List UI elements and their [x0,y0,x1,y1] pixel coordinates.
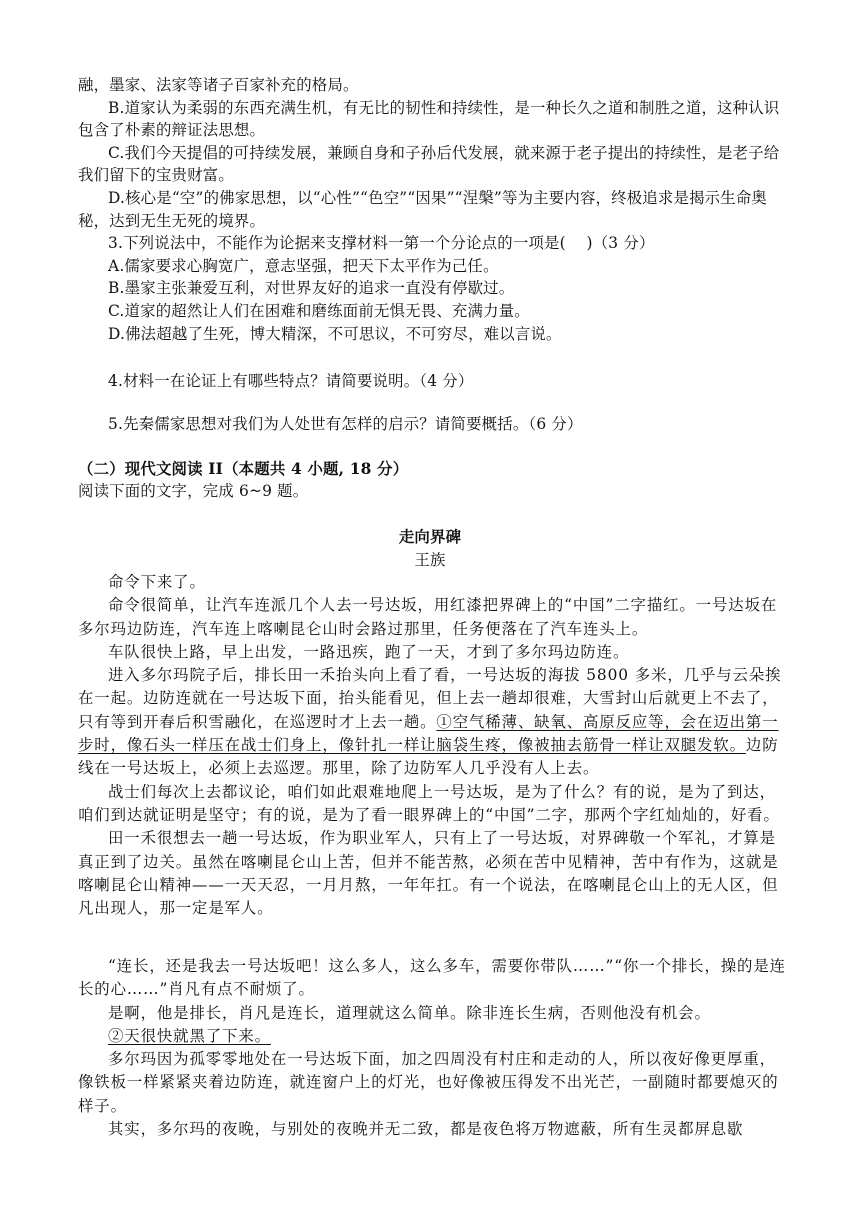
text-line: 融，墨家、法家等诸子百家补充的格局。 [78,76,359,94]
question-4: 4.材料一在论证上有哪些特点？请简要说明。（4 分） [108,372,474,390]
underlined-sentence-1: ①空气稀薄、缺氧、高原反应等，会在迈出第一步时，像石头一样压在战士们身上，像针扎一样让脑袋生疼，像被抽去筋骨一样让双腿发软。 [78,712,779,755]
question-3-option-d: D.佛法超越了生死，博大精深，不可思议，不可穷尽，难以言说。 [108,324,562,343]
question-3-stem: 3.下列说法中，不能作为论据来支撑材料一第一个分论点的一项是( )（3 分） [108,234,655,253]
paragraph: 是啊，他是排长，肖凡是连长，道理就这么简单。除非连长生病，否则他没有机会。 [108,1003,711,1022]
question-block-top [78,74,790,345]
option-c: C.我们今天提倡的可持续发展，兼顾自身和子孙后代发展，就来源于老子提出的持续性，是老子给我们留下的宝贵财富。 [78,143,780,185]
paragraph: 其实，多尔玛的夜晚，与别处的夜晚并无二致，都是夜色将万物遮蔽，所有生灵都屏息歇 [108,1120,744,1139]
paragraph-text: 进入多尔玛院子后，排长田一禾抬头向上看了看，一号达坂的海拔 5800 多米，几乎与云朵挨在一起。边防连就在一号达坂下面，抬头能看见，但上去一趟却很难，大雪封山后就更上不去了，只有等到开春后积雪融化，在巡逻时才上去一趟。 [78,666,782,731]
article-author: 王族 [414,551,446,569]
article-body [78,571,788,920]
paragraph: 战士们每次上去都议论，咱们如此艰难地爬上一号达坂，是为了什么？有的说，是为了到达，咱们到达就证明是坚守；有的说，是为了看一眼界碑上的“中国”二字，那两个字红灿灿的，好看。 [78,782,780,824]
underlined-sentence-2: ②天很快就黑了下来。 [108,1026,271,1045]
paragraph: 多尔玛因为孤零零地处在一号达坂下面，加之四周没有村庄和走动的人，所以夜好像更厚重，像铁板一样紧紧夹着边防连，就连窗户上的灯光，也好像被压得发不出光芒，一副随时都要熄灭的样子。 [78,1050,779,1115]
section-instruction: 阅读下面的文字，完成 6~9 题。 [78,482,309,500]
article-body-continued [78,955,788,1141]
section-heading: （二）现代文阅读 II（本题共 4 小题, 18 分） [78,460,409,478]
paragraph: 田一禾很想去一趟一号达坂，作为职业军人，只有上了一号达坂，对界碑敬一个军礼，才算是真正到了边关。虽然在喀喇昆仑山上苦，但并不能苦熬，必须在苦中见精神，苦中有作为，这就是喀喇昆仑山精神——一天天忍，一月月熬，一年年扛。有一个说法，在喀喇昆仑山上的无人区，但凡出现人，那一定是军人。 [78,829,779,918]
paragraph: 车队很快上路，早上出发，一路迅疾，跑了一天，才到了多尔玛边防连。 [108,642,630,661]
question-3-option-b: B.墨家主张兼爱互利，对世界友好的追求一直没有停歇过。 [108,279,515,298]
question-3-option-c: C.道家的超然让人们在困难和磨练面前无惧无畏、充满力量。 [108,301,530,320]
question-3-option-a: A.儒家要求心胸宽广，意志坚强，把天下太平作为己任。 [108,256,499,275]
paragraph [78,664,788,780]
option-d: D.核心是“空”的佛家思想，以“心性”“色空”“因果”“涅槃”等为主要内容，终极追求是揭示生命奥秘，达到无生无死的境界。 [78,188,768,230]
question-5: 5.先秦儒家思想对我们为人处世有怎样的启示？请简要概括。（6 分） [108,415,583,433]
paragraph: “连长，还是我去一号达坂吧！这么多人，这么多车，需要你带队……”“你一个排长，操的是连长的心……”肖凡有点不耐烦了。 [78,957,786,999]
paragraph: 命令很简单，让汽车连派几个人去一号达坂，用红漆把界碑上的“中国”二字描红。一号达坂在多尔玛边防连，汽车连上喀喇昆仑山时会路过那里，任务便落在了汽车连头上。 [78,596,778,638]
paragraph: 命令下来了。 [108,573,206,591]
option-b: B.道家认为柔弱的东西充满生机，有无比的韧性和持续性，是一种长久之道和制胜之道，这种认识包含了朴素的辩证法思想。 [78,98,780,140]
article-title: 走向界碑 [398,528,462,546]
paragraph-text: 边防线在一号达坂上，必须上去巡逻。那里，除了边防军人几乎没有人上去。 [78,736,779,778]
paragraph [78,1025,788,1048]
